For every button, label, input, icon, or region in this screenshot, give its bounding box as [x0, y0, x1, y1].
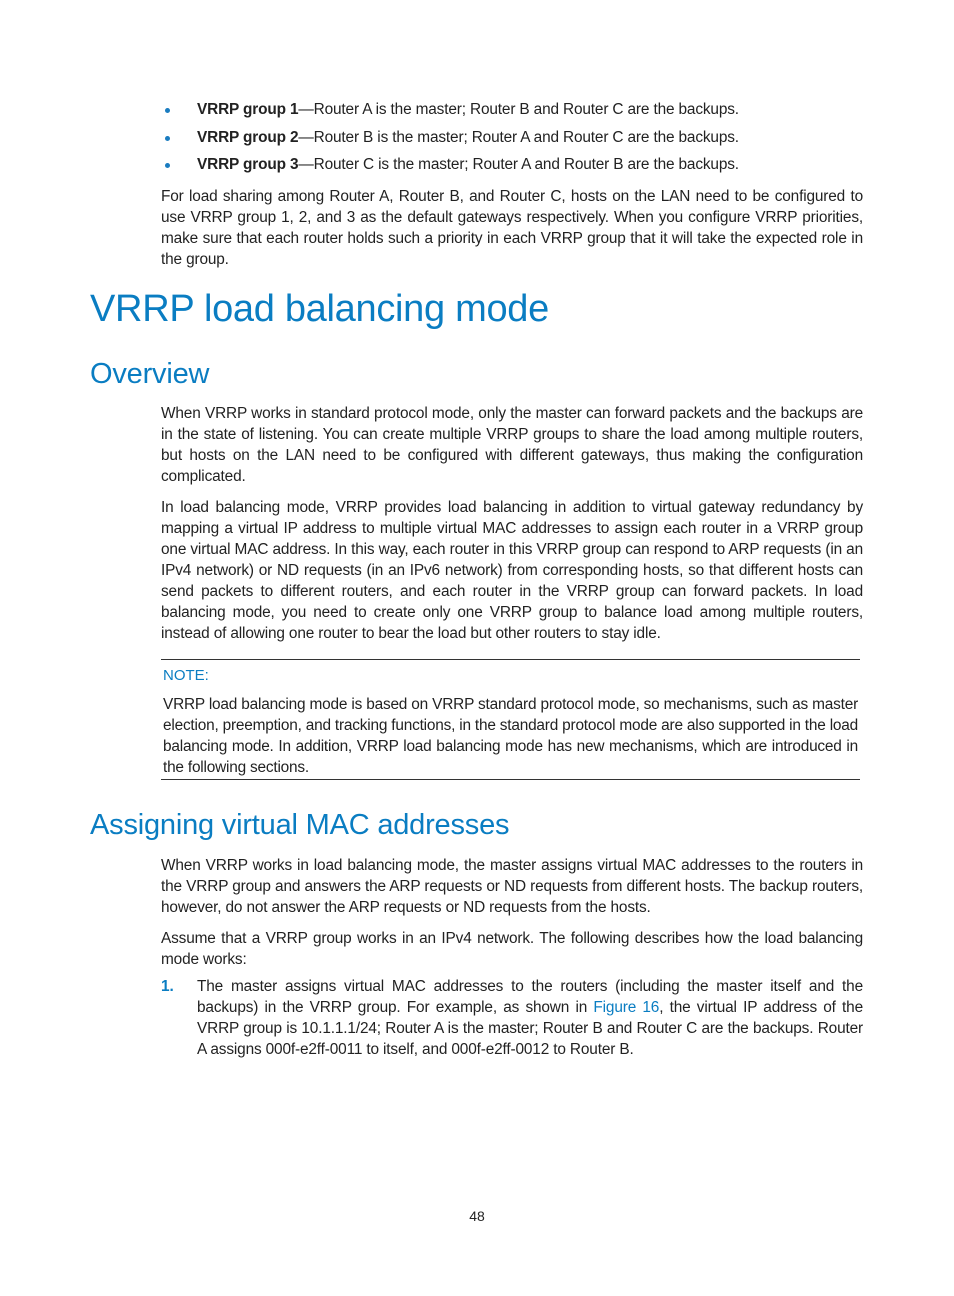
note-box — [161, 659, 860, 780]
assigning-heading: Assigning virtual MAC addresses — [90, 809, 510, 841]
overview-paragraph-2: In load balancing mode, VRRP provides load balancing in addition to virtual gateway redundancy by mapping a virtual IP address to multiple virtual MAC addresses to assign each router in a VRRP group one virtual MAC address. In this way, each router in this VRRP group can respond to ARP requests (in an IPv4 network) or ND requests (in an IPv6 network) from corresponding hosts, so that different hosts can send packets to different routers, and each router in the VRRP group can forward packets. In load balancing mode, you need to create only one VRRP group to balance load among multiple routers, instead of allowing one router to bear the load but other routers to stay idle. — [161, 499, 863, 642]
bullet-text: —Router A is the master; Router B and Router C are the backups. — [298, 101, 739, 118]
bullet-text: —Router B is the master; Router A and Router C are the backups. — [298, 128, 739, 146]
step-text-before: The master assigns virtual MAC addresses to the routers (including the master itself and the backups) in the VRRP group. For example, as shown in — [197, 978, 863, 1016]
bullet-icon — [165, 163, 170, 168]
step-number: 1. — [161, 978, 174, 995]
note-label: NOTE: — [163, 667, 209, 684]
assigning-paragraph-1: When VRRP works in load balancing mode, the master assigns virtual MAC addresses to the routers in the VRRP group and answers the ARP requests or ND requests from different hosts. The backup routers, however, do not answer the ARP requests or ND requests from the hosts. — [161, 857, 863, 916]
list-item — [161, 154, 863, 182]
bullet-icon — [165, 136, 170, 141]
assigning-paragraph-2: Assume that a VRRP group works in an IPv4 network. The following describes how the load balancing mode works: — [161, 930, 863, 968]
list-item — [161, 99, 863, 127]
note-text: VRRP load balancing mode is based on VRRP standard protocol mode, so mechanisms, such as master election, preemption, and tracking functions, in the standard protocol mode are also supported in the load balancing mode. In addition, VRRP load balancing mode has new mechanisms, which are introduced in the following sections. — [163, 696, 858, 776]
bullet-icon — [165, 108, 170, 113]
list-item — [161, 127, 863, 155]
overview-heading: Overview — [90, 358, 210, 390]
bullet-text: —Router C is the master; Router A and Router B are the backups. — [298, 156, 739, 173]
step-text-after: , the virtual IP address of the VRRP group is 10.1.1.1/24; Router A is the master; Router B and Router C are the backups. Router A assigns 000f-e2ff-0011 to itself, and 000f-e2ff-0012 to Router B. — [197, 999, 864, 1058]
bullet-title: VRRP group 1 — [197, 101, 299, 118]
figure-16-link[interactable]: Figure 16 — [593, 999, 660, 1016]
step-text — [197, 976, 863, 1060]
bullet-title: VRRP group 2 — [197, 128, 299, 146]
overview-paragraph-1: When VRRP works in standard protocol mode, only the master can forward packets and the backups are in the state of listening. You can create multiple VRRP groups to share the load among multiple routers, but hosts on the LAN need to be configured with different gateways, thus making the configuration complicated. — [161, 405, 863, 485]
vrrp-group-bullet-list — [161, 99, 863, 182]
intro-paragraph: For load sharing among Router A, Router B, and Router C, hosts on the LAN need to be configured to use VRRP group 1, 2, and 3 as the default gateways respectively. When you configure VRRP priorities, make sure that each router holds such a priority in each VRRP group that it will take the expected role in the group. — [161, 188, 863, 268]
page-number: 48 — [469, 1208, 485, 1224]
bullet-title: VRRP group 3 — [197, 156, 299, 173]
chapter-title: VRRP load balancing mode — [90, 288, 549, 330]
